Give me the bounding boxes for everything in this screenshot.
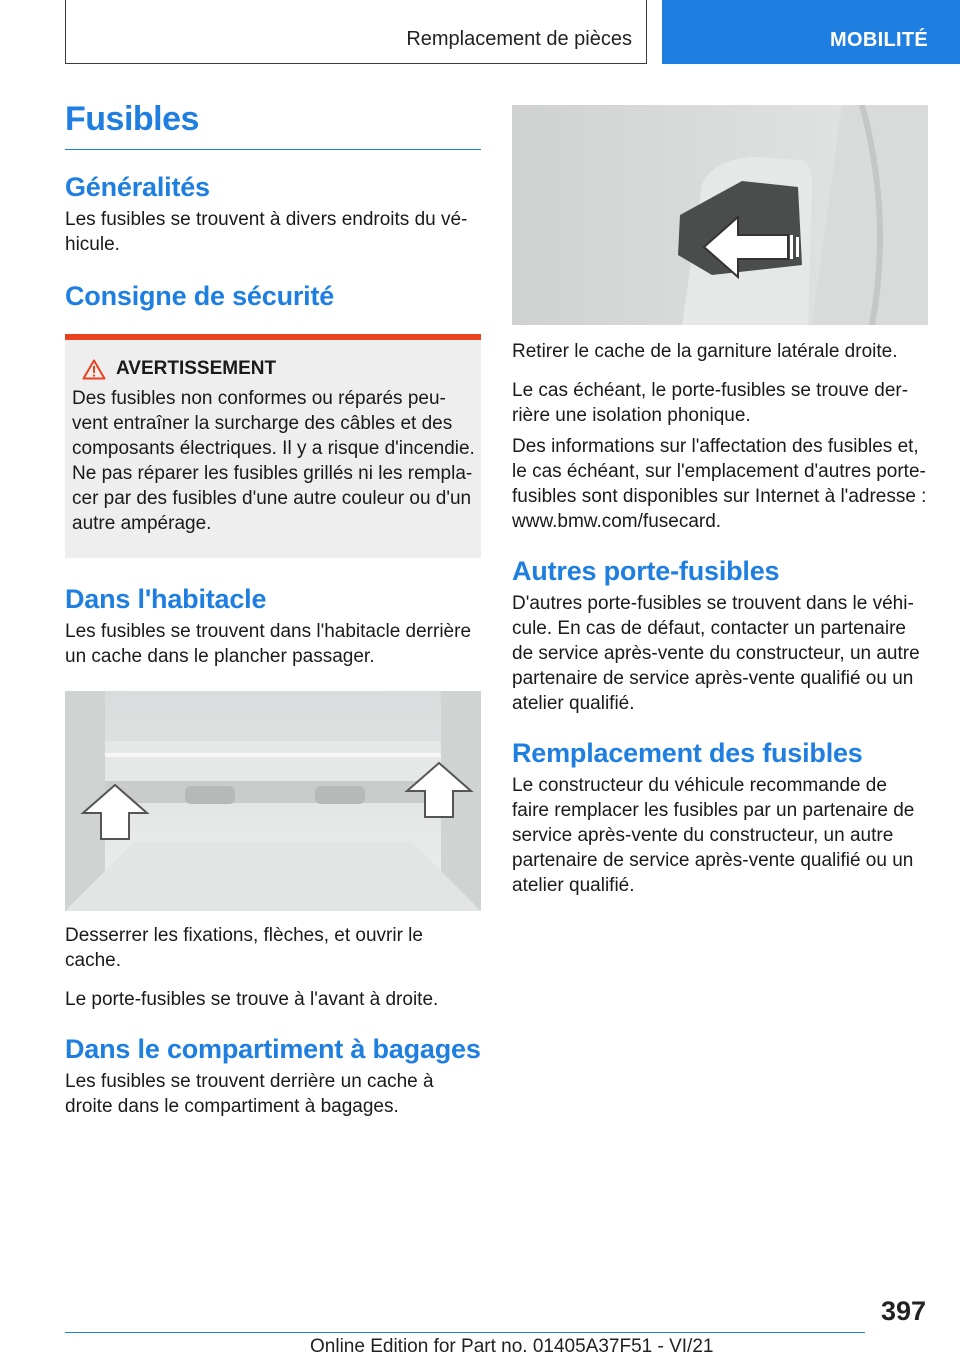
cabin-illustration — [65, 691, 481, 911]
page-title: Fusibles — [65, 100, 481, 150]
trunk-photo — [512, 105, 928, 325]
text-cabin: Les fusibles se trouvent dans l'habitacle derrière un cache dans le plancher passager. — [65, 621, 472, 667]
heading-cabin: Dans l'habitacle — [65, 584, 267, 614]
cabin-photo — [65, 691, 481, 911]
warning-text: Des fusibles non conformes ou réparés peu-vent entraîner la surcharge des câbles et des composants électriques. Il y a risque d'incendie. Ne pas réparer les fusibles grillés ni les rempla-cer par des fusibles d'une autre couleur ou d'un autre ampérage. — [72, 388, 475, 534]
trunk-caption-3: Des informations sur l'affectation des fusibles et, le cas échéant, sur l'emplacement d'autres porte-fusibles sont disponibles sur Internet à l'adresse : www.bmw.com/fusecard. — [512, 436, 927, 532]
trunk-caption-1: Retirer le cache de la garniture latérale droite. — [512, 341, 898, 362]
cabin-caption-2: Le porte-fusibles se trouve à l'avant à droite. — [65, 989, 439, 1010]
footer-edition: Online Edition for Part no. 01405A37F51 - VI/21 — [310, 1336, 714, 1357]
trunk-caption-2: Le cas échéant, le porte-fusibles se trouve der-rière une isolation phonique. — [512, 380, 909, 426]
warning-box — [65, 334, 481, 558]
warning-title: AVERTISSEMENT — [116, 358, 277, 379]
heading-replace-fuses: Remplacement des fusibles — [512, 738, 863, 768]
header-chapter-title: MOBILITÉ — [830, 29, 928, 51]
heading-safety: Consigne de sécurité — [65, 281, 335, 311]
cabin-caption-1: Desserrer les fixations, flèches, et ouvrir le cache. — [65, 925, 423, 971]
warning-triangle-icon — [82, 359, 106, 380]
heading-other-fuse-boxes: Autres porte-fusibles — [512, 556, 780, 586]
text-trunk: Les fusibles se trouvent derrière un cache à droite dans le compartiment à bagages. — [65, 1071, 434, 1117]
text-replace-fuses: Le constructeur du véhicule recommande de faire remplacer les fusibles par un partenaire de service après-vente du constructeur, un autre partenaire de service après-vente qualifié ou un atelier qualifié. — [512, 775, 915, 896]
text-general: Les fusibles se trouvent à divers endroits du vé-hicule. — [65, 209, 468, 255]
heading-trunk: Dans le compartiment à bagages — [65, 1034, 481, 1064]
trunk-illustration — [512, 105, 928, 325]
text-other-fuse-boxes: D'autres porte-fusibles se trouvent dans le véhi-cule. En cas de défaut, contacter un partenaire de service après-vente du constructeur, un autre partenaire de service après-vente qualifié ou un atelier qualifié. — [512, 593, 920, 714]
header-section-title: Remplacement de pièces — [406, 28, 632, 50]
header-section-box — [65, 0, 647, 64]
page-number: 397 — [880, 1296, 926, 1326]
left-column — [65, 100, 481, 1119]
warning-header — [72, 358, 475, 380]
header-chapter-tab — [662, 0, 960, 64]
heading-general: Généralités — [65, 172, 210, 202]
right-column — [512, 105, 928, 898]
footer-divider — [65, 1332, 865, 1333]
